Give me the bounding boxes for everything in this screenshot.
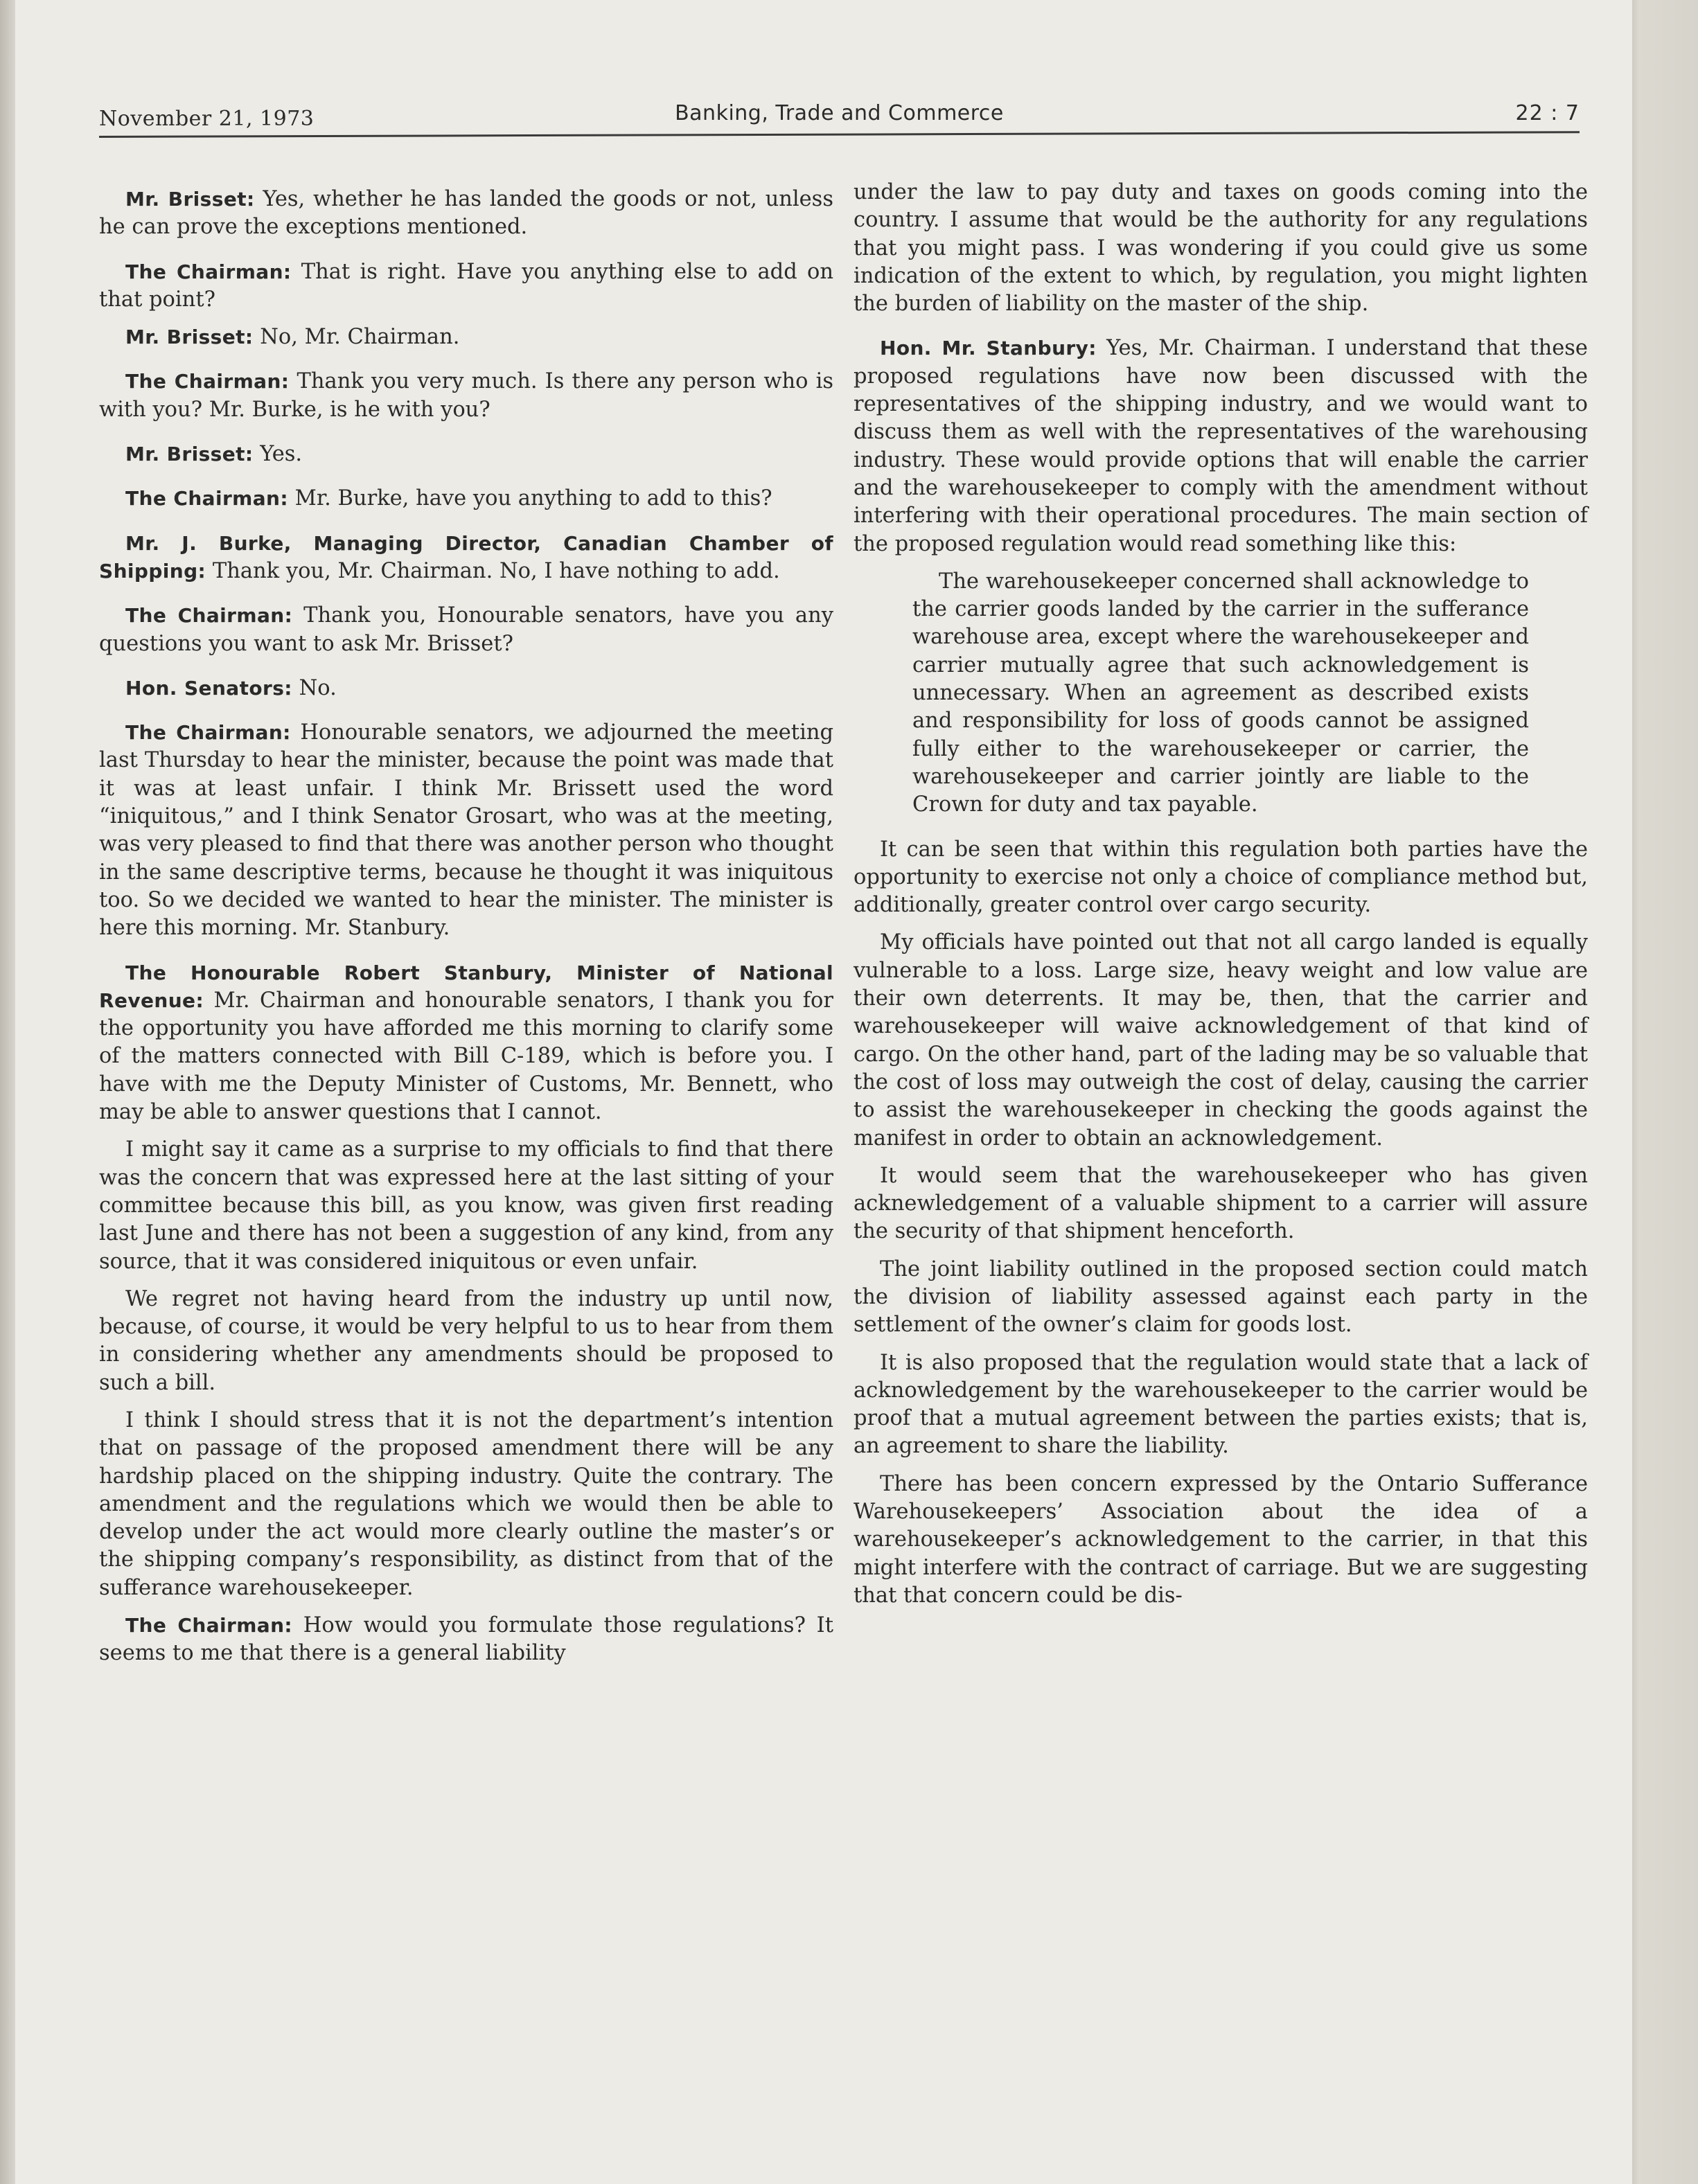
paragraph-text: under the law to pay duty and taxes on goods coming into the country. I assume that would be the authority for any regulations that you might pass. I was wondering if you could give us some indication of the extent to which, by regulation, you might lighten the burden of liability on the master of the ship. bbox=[854, 180, 1588, 317]
paragraph bbox=[99, 1136, 833, 1275]
paragraph bbox=[854, 1256, 1588, 1340]
paragraph bbox=[99, 959, 833, 1127]
speaker-label: The Chairman: bbox=[125, 487, 288, 511]
paragraph bbox=[99, 485, 833, 513]
paragraph-text: That is right. Have you anything else to add on that point? bbox=[99, 259, 833, 312]
speaker-label: Hon. Senators: bbox=[125, 676, 292, 700]
paragraph-text: We regret not having heard from the industry up until now, because, of course, it would be very helpful to us to hear from them in considering whether any amendments should be proposed to such a bill. bbox=[99, 1286, 833, 1395]
paragraph-text: My officials have pointed out that not all cargo landed is equally vulnerable to a loss. Large size, heavy weight and low value are their own deterrents. It may be, then, that the carrier and warehousekeeper will waive acknowledgement of that kind of cargo. On the other hand, part of the lading may be so valuable that the cost of loss may outweigh the cost of delay, causing the carrier to assist the warehousekeeper in checking the goods against the manifest in order to obtain an acknowledgement. bbox=[854, 930, 1588, 1151]
paragraph bbox=[854, 929, 1588, 1152]
header-title: Banking, Trade and Commerce bbox=[675, 101, 1004, 125]
paragraph-text: The joint liability outlined in the proposed section could match the division of liability assessed against each party in the settlement of the owner’s claim for goods lost. bbox=[854, 1257, 1588, 1338]
speaker-label: The Chairman: bbox=[125, 260, 292, 283]
paragraph bbox=[99, 1612, 833, 1668]
speaker-label: The Chairman: bbox=[125, 721, 291, 745]
paragraph bbox=[99, 323, 833, 351]
paragraph bbox=[99, 530, 833, 586]
speaker-label: Mr. J. Burke, Managing Director, Canadian Chamber of Shipping: bbox=[99, 531, 833, 583]
paragraph bbox=[854, 836, 1588, 920]
paragraph-text: Mr. Chairman and honourable senators, I thank you for the opportunity you have afforded me this morning to clarify some of the matters connected with Bill C-189, which is before you. I have with me the Deputy Minister of Customs, Mr. Bennett, who may be able to answer questions that I cannot. bbox=[99, 988, 833, 1125]
paragraph-text: It is also proposed that the regulation would state that a lack of acknowledgement by the warehousekeeper to the carrier would be proof that a mutual agreement between the parties exists; that is, an agreement to share the liability. bbox=[854, 1350, 1588, 1459]
paragraph-text: No, Mr. Chairman. bbox=[253, 325, 460, 350]
paragraph-text: Thank you very much. Is there any person who is with you? Mr. Burke, is he with you? bbox=[99, 369, 833, 422]
right-column bbox=[854, 179, 1588, 1626]
paragraph-text: I might say it came as a surprise to my officials to find that there was the concern that was expressed here at the last sitting of your committee because this bill, as you know, was given first reading last June and there has not been a suggestion of any kind, from any source, that it was considered iniquitous or even unfair. bbox=[99, 1137, 833, 1274]
paragraph-text: Honourable senators, we adjourned the meeting last Thursday to hear the minister, because the point was made that it was at least unfair. I think Mr. Brissett used the word “iniquitous,” and I think Senator Grosart, who was at the meeting, was very pleased to find that there was another person who thought in the same descriptive terms, because he thought it was iniquitous too. So we decided we wanted to hear the minister. The minister is here this morning. Mr. Stanbury. bbox=[99, 720, 833, 941]
paragraph bbox=[99, 602, 833, 658]
paragraph-text: Mr. Burke, have you anything to add to this? bbox=[288, 486, 772, 511]
paragraph bbox=[854, 1349, 1588, 1461]
paragraph-text: I think I should stress that it is not the department’s intention that on passage of the proposed amendment there will be any hardship placed on the shipping industry. Quite the contrary. The amendment and the regulations which we would then be able to develop under the act would more clearly outline the master’s or the shipping company’s responsibility, as distinct from that of the sufferance warehousekeeper. bbox=[99, 1408, 833, 1600]
paragraph-text: How would you formulate those regulations? It seems to me that there is a general liability bbox=[99, 1613, 833, 1666]
paragraph bbox=[854, 179, 1588, 318]
paragraph bbox=[854, 335, 1588, 558]
paragraph bbox=[99, 368, 833, 424]
paragraph bbox=[99, 258, 833, 314]
speaker-label: Hon. Mr. Stanbury: bbox=[880, 337, 1097, 360]
speaker-label: The Chairman: bbox=[125, 1614, 293, 1637]
paragraph bbox=[99, 719, 833, 942]
paragraph-text: Yes, Mr. Chairman. I understand that these proposed regulations have now been discussed with the representatives of the shipping industry, and we would want to discuss them as well with the representatives of the warehousing industry. These would provide options that will enable the carrier and the warehousekeeper to comply with the amendment without interfering with their operational procedures. The main section of the proposed regulation would read something like this: bbox=[854, 336, 1588, 556]
paragraph-text: Thank you, Honourable senators, have you any questions you want to ask Mr. Brisset? bbox=[99, 603, 833, 656]
paragraph-text: The warehousekeeper concerned shall acknowledge to the carrier goods landed by the carrier in the sufferance warehouse area, except where the warehousekeeper and carrier mutually agree that such acknowledgement is unnecessary. When an agreement as described exists and responsibility for loss of goods cannot be assigned fully either to the warehousekeeper or carrier, the warehousekeeper and carrier jointly are liable to the Crown for duty and tax payable. bbox=[912, 569, 1529, 817]
speaker-label: Mr. Brisset: bbox=[125, 188, 255, 211]
header-date: November 21, 1973 bbox=[99, 107, 315, 131]
paragraph-text: It would seem that the warehousekeeper who has given acknewledgement of a valuable shipment to a carrier will assure the security of that shipment henceforth. bbox=[854, 1163, 1588, 1244]
running-header bbox=[99, 101, 1580, 136]
paragraph-text: It can be seen that within this regulation both parties have the opportunity to exercise not only a choice of compliance method but, additionally, greater control over cargo security. bbox=[854, 837, 1588, 918]
page-binding-edge bbox=[0, 0, 15, 2184]
paragraph-text: No. bbox=[292, 675, 337, 700]
speaker-label: The Chairman: bbox=[125, 604, 293, 628]
speaker-label: The Honourable Robert Stanbury, Minister of National Revenue: bbox=[99, 961, 833, 1012]
paragraph bbox=[854, 1162, 1588, 1246]
paragraph bbox=[99, 675, 833, 702]
paragraph bbox=[99, 1407, 833, 1602]
paragraph bbox=[99, 1286, 833, 1397]
speaker-label: Mr. Brisset: bbox=[125, 326, 254, 349]
paragraph bbox=[99, 441, 833, 468]
page-number: 22 : 7 bbox=[1515, 101, 1580, 125]
speaker-label: The Chairman: bbox=[125, 370, 290, 393]
page-edge-shadow bbox=[1632, 0, 1698, 2184]
quoted-regulation bbox=[912, 568, 1529, 819]
paragraph-text: There has been concern expressed by the Ontario Sufferance Warehousekeepers’ Association about the idea of a warehousekeeper’s acknowledgement to the carrier, in that this might interfere with the contract of carriage. But we are suggesting that that concern could be dis- bbox=[854, 1471, 1588, 1608]
paragraph bbox=[99, 186, 833, 242]
speaker-label: Mr. Brisset: bbox=[125, 443, 254, 466]
left-column bbox=[99, 186, 833, 1685]
paragraph-text: Yes, whether he has landed the goods or not, unless he can prove the exceptions mentioned. bbox=[99, 187, 833, 240]
paragraph-text: Yes. bbox=[253, 442, 303, 467]
paragraph-text: Thank you, Mr. Chairman. No, I have nothing to add. bbox=[206, 558, 780, 583]
paragraph bbox=[854, 1471, 1588, 1610]
